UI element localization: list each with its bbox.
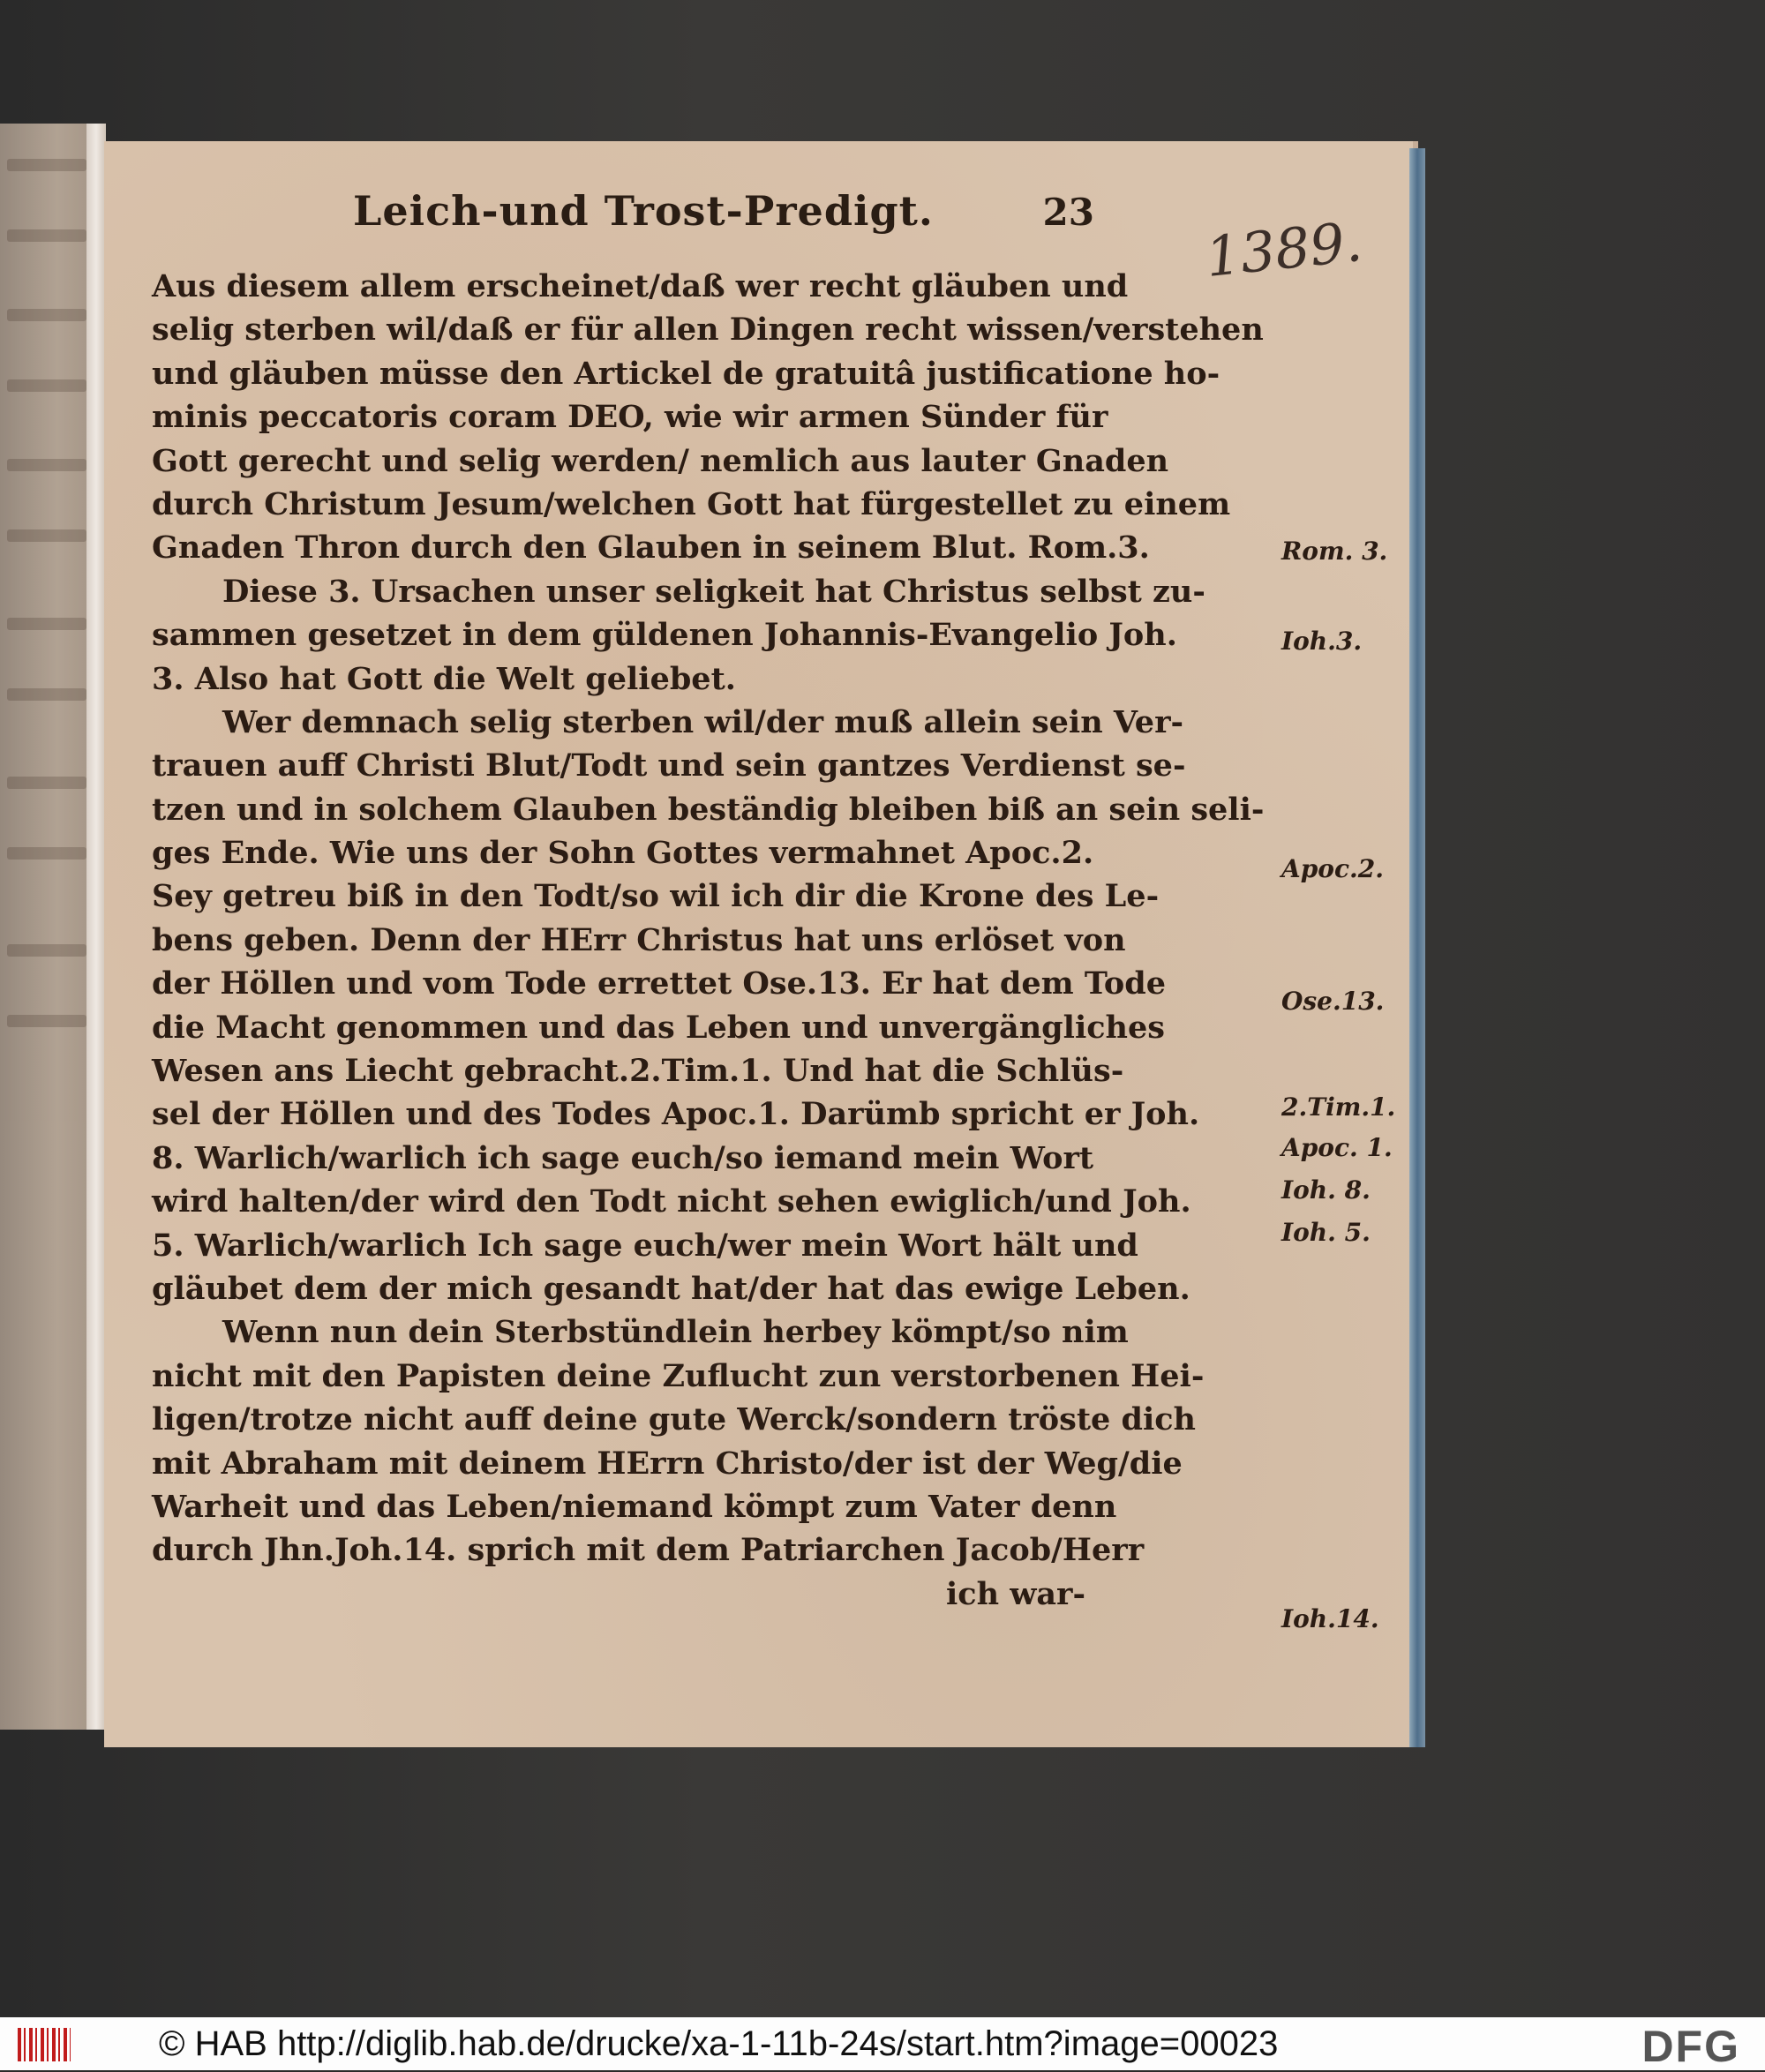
page-edge <box>1409 148 1425 1747</box>
catchword: ich war- <box>946 1575 1086 1612</box>
text-line: Gnaden Thron durch den Glauben in seinem Blut. Rom.3. <box>152 529 1150 567</box>
running-title: Leich-und Trost-Predigt. <box>353 187 934 235</box>
text-line: bens geben. Denn der HErr Christus hat uns erlöset von <box>152 921 1126 958</box>
text-line: Gott gerecht und selig werden/ nemlich aus lauter Gnaden <box>152 442 1169 479</box>
text-line: Wesen ans Liecht gebracht.2.Tim.1. Und hat die Schlüs- <box>152 1053 1124 1090</box>
text-line: die Macht genommen und das Leben und unvergängliches <box>152 1009 1165 1046</box>
handwritten-shelfmark: 1389. <box>1202 208 1365 290</box>
text-line: wird halten/der wird den Todt nicht sehen ewiglich/und Joh. <box>152 1183 1191 1220</box>
margin-note-joh8: Ioh. 8. <box>1281 1175 1371 1205</box>
dfg-logo: DFG <box>1641 2022 1740 2071</box>
page-header <box>353 187 1130 249</box>
text-line: Warheit und das Leben/niemand kömpt zum Vater denn <box>152 1488 1117 1525</box>
text-line: Aus diesem allem erscheinet/daß wer recht gläuben und <box>152 268 1129 304</box>
text-line: Wenn nun dein Sterbstündlein herbey kömpt/so nim <box>222 1314 1129 1351</box>
text-line: ligen/trotze nicht auff deine gute Werck/sondern tröste dich <box>152 1401 1196 1438</box>
text-line: ges Ende. Wie uns der Sohn Gottes vermahnet Apoc.2. <box>152 835 1094 872</box>
text-line: sel der Höllen und des Todes Apoc.1. Darümb spricht er Joh. <box>152 1096 1200 1133</box>
text-line: nicht mit den Papisten deine Zuflucht zun verstorbenen Hei- <box>152 1357 1205 1394</box>
margin-note-joh5: Ioh. 5. <box>1281 1218 1371 1247</box>
source-link[interactable]: © HAB http://diglib.hab.de/drucke/xa-1-11b-24s/start.htm?image=00023 <box>159 2024 1279 2063</box>
text-line: und gläuben müsse den Artickel de gratuitâ justificatione ho- <box>152 355 1220 392</box>
text-line: tzen und in solchem Glauben beständig bleiben biß an sein seli- <box>152 791 1265 828</box>
margin-note-rom3: Rom. 3. <box>1281 537 1388 566</box>
copyright-footer <box>0 2017 1765 2070</box>
text-line: der Höllen und vom Tode errettet Ose.13. Er hat dem Tode <box>152 965 1166 1002</box>
text-line: Sey getreu biß in den Todt/so wil ich dir die Krone des Le- <box>152 878 1160 915</box>
margin-note-ose13: Ose.13. <box>1281 987 1385 1016</box>
book-gutter <box>86 124 106 1730</box>
text-line: selig sterben wil/daß er für allen Dingen recht wissen/verstehen <box>152 312 1264 349</box>
text-line: durch Christum Jesum/welchen Gott hat fürgestellet zu einem <box>152 485 1231 522</box>
text-line: Wer demnach selig sterben wil/der muß allein sein Ver- <box>222 703 1184 740</box>
main-text-block <box>152 265 1396 1633</box>
margin-note-joh14: Ioh.14. <box>1281 1604 1379 1633</box>
text-line: 8. Warlich/warlich ich sage euch/so iemand mein Wort <box>152 1139 1094 1176</box>
margin-note-apoc2: Apoc.2. <box>1281 854 1385 883</box>
text-line: minis peccatoris coram DEO, wie wir armen Sünder für <box>152 399 1108 436</box>
text-line: 5. Warlich/warlich Ich sage euch/wer mein Wort hält und <box>152 1227 1138 1264</box>
text-line: 3. Also hat Gott die Welt geliebet. <box>152 660 736 697</box>
text-line: gläubet dem der mich gesandt hat/der hat das ewige Leben. <box>152 1270 1190 1307</box>
text-line: trauen auff Christi Blut/Todt und sein gantzes Verdienst se- <box>152 747 1186 785</box>
margin-note-joh3: Ioh.3. <box>1281 627 1363 656</box>
text-line: mit Abraham mit deinem HErrn Christo/der ist der Weg/die <box>152 1445 1183 1482</box>
page-number: 23 <box>1042 191 1094 234</box>
margin-note-tim1: 2.Tim.1. <box>1281 1092 1396 1122</box>
hab-logo-icon <box>18 2028 71 2061</box>
margin-note-apoc1: Apoc. 1. <box>1281 1133 1393 1162</box>
text-line: durch Jhn.Joh.14. sprich mit dem Patriarchen Jacob/Herr <box>152 1532 1145 1569</box>
text-line: sammen gesetzet in dem güldenen Johannis-Evangelio Joh. <box>152 617 1177 654</box>
text-line: Diese 3. Ursachen unser seligkeit hat Christus selbst zu- <box>222 573 1205 610</box>
